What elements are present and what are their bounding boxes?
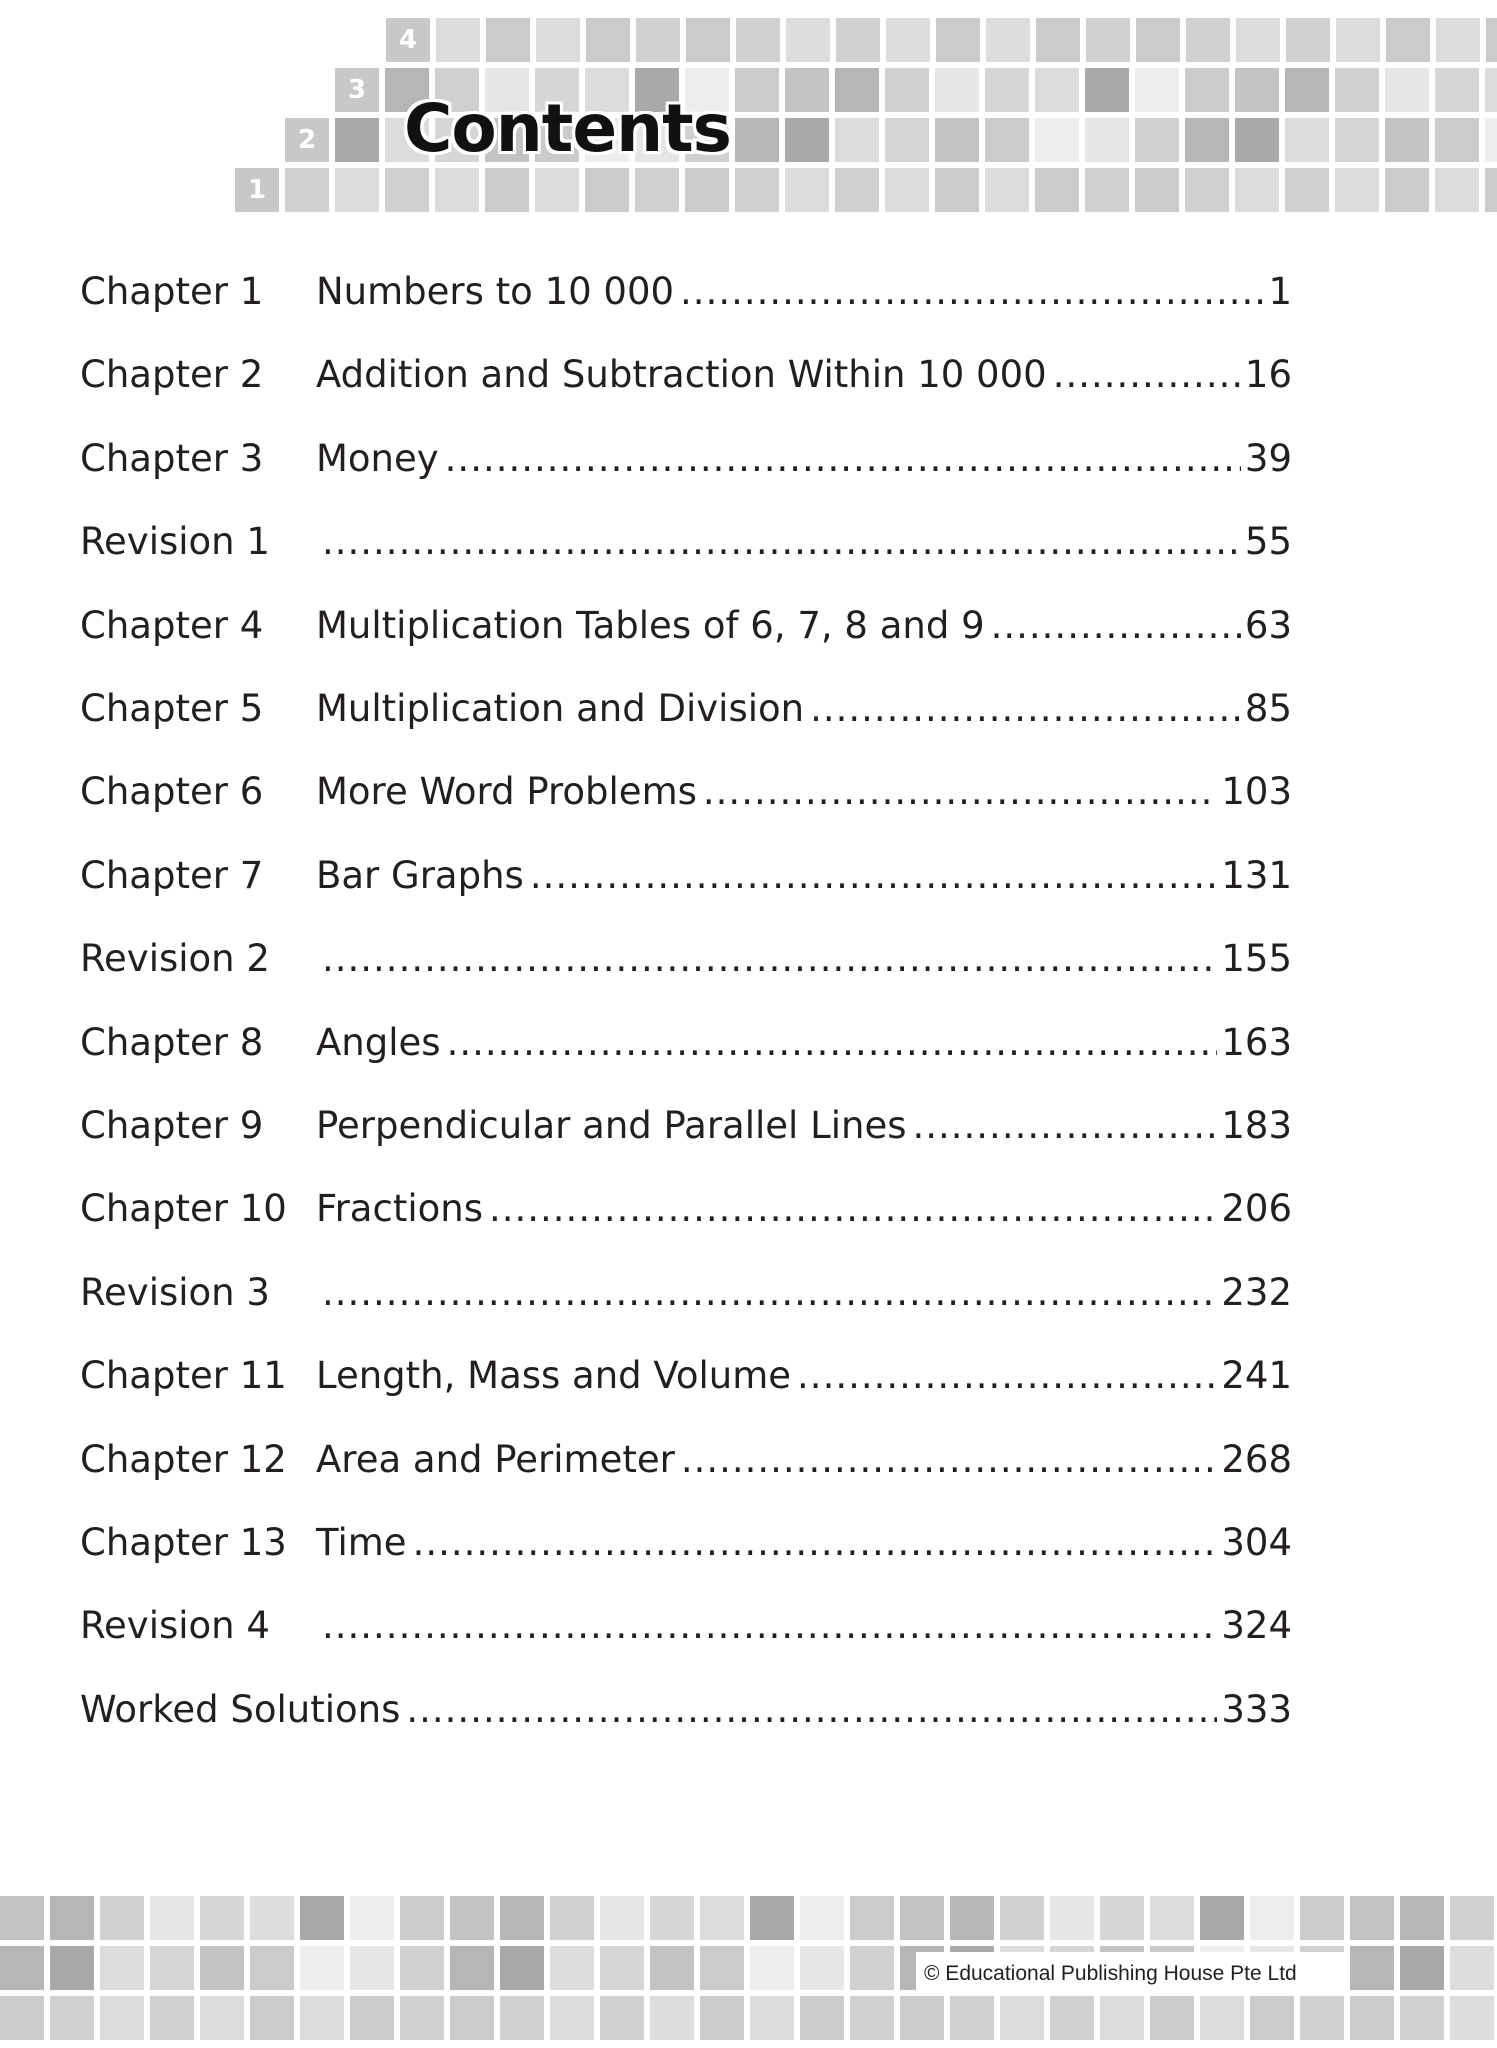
toc-entry-page: 63: [1244, 604, 1292, 647]
header-tile: [335, 118, 379, 162]
footer-tile: [250, 1896, 294, 1940]
header-tile: [1135, 168, 1179, 212]
toc-entry-label: Revision 2: [80, 937, 270, 980]
header-tile: [635, 168, 679, 212]
toc-leader-dots: [322, 1598, 1217, 1654]
header-tile: [1385, 118, 1429, 162]
header-tile: [1135, 68, 1179, 112]
header-tile: [1185, 118, 1229, 162]
footer-tile: [250, 1946, 294, 1990]
toc-entry-page: 324: [1221, 1604, 1292, 1647]
header-tile: [1435, 168, 1479, 212]
toc-entry-line: [316, 431, 1292, 487]
toc-entry-line: [316, 1098, 1292, 1154]
footer-tile: [750, 1996, 794, 2040]
toc-entry-line: [316, 1348, 1292, 1404]
toc-entry-label: Chapter 8: [80, 1021, 264, 1064]
toc-entry[interactable]: [80, 848, 1292, 904]
toc-leader-dots: [530, 848, 1218, 904]
header-tile: [1286, 18, 1330, 62]
toc-leader-dots: [991, 598, 1241, 654]
toc-entry-label: Chapter 6: [80, 770, 264, 813]
toc-entry-page: 268: [1221, 1438, 1292, 1481]
toc-entry-title: Bar Graphs: [316, 854, 524, 897]
header-tile: [585, 168, 629, 212]
header-tile: [335, 168, 379, 212]
footer-tile: [1000, 1896, 1044, 1940]
footer-tile: [400, 1896, 444, 1940]
footer-tile: [300, 1946, 344, 1990]
toc-entry-title: Time: [316, 1521, 407, 1564]
footer-tile: [200, 1896, 244, 1940]
header-tile: [1285, 168, 1329, 212]
toc-entry-page: 304: [1221, 1521, 1292, 1564]
toc-entry-label: Chapter 2: [80, 353, 264, 396]
toc-entry-page: 131: [1221, 854, 1292, 897]
header-tile: [885, 68, 929, 112]
toc-leader-dots: [680, 264, 1264, 320]
toc-entry-label: Chapter 1: [80, 270, 264, 313]
footer-tile: [150, 1946, 194, 1990]
toc-entry-title: Angles: [316, 1021, 441, 1064]
toc-entry-line: [316, 514, 1292, 570]
footer-tile: [1300, 1996, 1344, 2040]
footer-tile: [100, 1996, 144, 2040]
header-tile: [1385, 168, 1429, 212]
toc-entry-line: [316, 347, 1292, 403]
toc-leader-dots: [322, 514, 1241, 570]
toc-entry-page: 103: [1221, 770, 1292, 813]
header-tile: [735, 68, 779, 112]
toc-entry[interactable]: [80, 1515, 1292, 1571]
toc-leader-dots: [322, 931, 1217, 987]
header-tile: [836, 18, 880, 62]
header-tile: [1235, 118, 1279, 162]
footer-tile: [400, 1946, 444, 1990]
header-tile: [1385, 68, 1429, 112]
header-tile: [736, 18, 780, 62]
header-tile: [936, 18, 980, 62]
header-tile: [1085, 168, 1129, 212]
footer-tile: [1450, 1896, 1494, 1940]
toc-entry-label: Chapter 10: [80, 1187, 287, 1230]
toc-entry[interactable]: [80, 1598, 1292, 1654]
footer-tile: [850, 1996, 894, 2040]
footer-tile: [450, 1946, 494, 1990]
footer-tile: [700, 1946, 744, 1990]
header-tile: [985, 168, 1029, 212]
toc-entry-line: [316, 931, 1292, 987]
footer-tile: [150, 1896, 194, 1940]
header-tile: [1285, 68, 1329, 112]
toc-entry-label: Chapter 4: [80, 604, 264, 647]
toc-leader-dots: [447, 1015, 1218, 1071]
toc-entry-title: Multiplication and Division: [316, 687, 805, 730]
header-tile: [885, 118, 929, 162]
toc-entry-title: Worked Solutions: [80, 1688, 401, 1731]
toc-entry-line: [316, 1015, 1292, 1071]
footer-tile: [950, 1896, 994, 1940]
toc-entry-label: Revision 1: [80, 520, 270, 563]
footer-tile: [1050, 1996, 1094, 2040]
footer-tile: [1000, 1996, 1044, 2040]
footer-tile: [1400, 1946, 1444, 1990]
footer-tile: [300, 1896, 344, 1940]
toc-entry[interactable]: [80, 1015, 1292, 1071]
footer-tile: [1200, 1896, 1244, 1940]
footer-tile: [250, 1996, 294, 2040]
toc-leader-dots: [489, 1181, 1217, 1237]
footer-tile: [1050, 1896, 1094, 1940]
toc-leader-dots: [681, 1432, 1218, 1488]
header-tile: [1485, 168, 1497, 212]
toc-entry[interactable]: [80, 347, 1292, 403]
footer-tile: [1350, 1946, 1394, 1990]
header-tile: [1435, 68, 1479, 112]
toc-entry-page: 85: [1244, 687, 1292, 730]
footer-tile: [50, 1996, 94, 2040]
toc-entry-page: 333: [1221, 1688, 1292, 1731]
header-tile: [1335, 118, 1379, 162]
header-tile: [436, 18, 480, 62]
header-tile: [1436, 18, 1480, 62]
toc-entry-label: Chapter 9: [80, 1104, 264, 1147]
header-tile: [1285, 118, 1329, 162]
toc-entry-title: Area and Perimeter: [316, 1438, 675, 1481]
footer-tile: [100, 1896, 144, 1940]
footer-tile: [500, 1946, 544, 1990]
toc-entry-line: [316, 1181, 1292, 1237]
footer-tile: [900, 1896, 944, 1940]
header-tile: [535, 168, 579, 212]
toc-leader-dots: [1053, 347, 1241, 403]
toc-entry[interactable]: [80, 1265, 1292, 1321]
header-tile: [735, 168, 779, 212]
footer-tile: [450, 1896, 494, 1940]
header-tile: [785, 118, 829, 162]
footer-tile: [850, 1896, 894, 1940]
footer-tile: [700, 1896, 744, 1940]
header-tile: [835, 68, 879, 112]
footer-tile: [550, 1946, 594, 1990]
header-tile: [1235, 168, 1279, 212]
step-number-1: 1: [247, 175, 267, 205]
footer-tile: [100, 1946, 144, 1990]
step-number-2: 2: [297, 125, 317, 155]
footer-tile: [800, 1996, 844, 2040]
footer-tile: [900, 1996, 944, 2040]
header-tile: [1185, 68, 1229, 112]
toc-entry-title: Addition and Subtraction Within 10 000: [316, 353, 1047, 396]
page-title: Contents: [404, 90, 731, 167]
header-tile: [536, 18, 580, 62]
toc-entry-title: Perpendicular and Parallel Lines: [316, 1104, 907, 1147]
header-tile: [486, 18, 530, 62]
toc-entry[interactable]: [80, 1098, 1292, 1154]
footer-tile: [1350, 1996, 1394, 2040]
footer-tile: [800, 1896, 844, 1940]
toc-entry-page: 163: [1221, 1021, 1292, 1064]
header-tile: [1336, 18, 1380, 62]
footer-tile: [0, 1896, 44, 1940]
toc-entry-title: Length, Mass and Volume: [316, 1354, 792, 1397]
toc-leader-dots: [703, 764, 1217, 820]
footer-tile: [1200, 1996, 1244, 2040]
toc-entry-line: [316, 598, 1292, 654]
header-tile: [1236, 18, 1280, 62]
footer-tile: [350, 1996, 394, 2040]
footer-tile: [1250, 1996, 1294, 2040]
header-tile: [1036, 18, 1080, 62]
footer-tile: [50, 1946, 94, 1990]
header-tile: [1035, 118, 1079, 162]
header-tile: [1135, 118, 1179, 162]
footer-tile: [1100, 1996, 1144, 2040]
toc-entry-line: [316, 264, 1292, 320]
header-tile: [735, 118, 779, 162]
header-tile: [886, 18, 930, 62]
header-tile: [1186, 18, 1230, 62]
header-tile: [786, 18, 830, 62]
toc-entry-label: Chapter 5: [80, 687, 264, 730]
footer-tile: [750, 1946, 794, 1990]
toc-entry-label: Revision 4: [80, 1604, 270, 1647]
footer-tile: [1250, 1896, 1294, 1940]
step-number-3: 3: [347, 75, 367, 105]
toc-entry-label: Chapter 3: [80, 437, 264, 480]
toc-leader-dots: [406, 1682, 1217, 1738]
footer-tile: [650, 1896, 694, 1940]
toc-entry-page: 55: [1244, 520, 1292, 563]
header-tile: [785, 168, 829, 212]
toc-leader-dots: [912, 1098, 1217, 1154]
toc-entry-title: More Word Problems: [316, 770, 697, 813]
footer-tile: [1450, 1996, 1494, 2040]
toc-entry-line: [316, 1265, 1292, 1321]
toc-entry-title: Fractions: [316, 1187, 483, 1230]
toc-entry-page: 39: [1244, 437, 1292, 480]
toc-entry[interactable]: [80, 598, 1292, 654]
toc-entry[interactable]: [80, 264, 1292, 320]
header-tile: [1085, 68, 1129, 112]
footer-tile: [600, 1896, 644, 1940]
toc-entry-label: Chapter 11: [80, 1354, 287, 1397]
toc-entry-page: 232: [1221, 1271, 1292, 1314]
copyright-notice: © Educational Publishing House Pte Ltd: [916, 1952, 1348, 1996]
header-tile: [935, 68, 979, 112]
toc-entry-page: 1: [1268, 270, 1292, 313]
footer-tile: [1450, 1946, 1494, 1990]
footer-tile: [500, 1896, 544, 1940]
footer-tile: [200, 1996, 244, 2040]
header-tile: [485, 168, 529, 212]
toc-leader-dots: [413, 1515, 1218, 1571]
header-tile: [586, 18, 630, 62]
footer-tile: [350, 1896, 394, 1940]
toc-entry-page: 206: [1221, 1187, 1292, 1230]
header-tile: [1086, 18, 1130, 62]
footer-tile: [650, 1946, 694, 1990]
footer-tile: [450, 1996, 494, 2040]
header-tile: [285, 168, 329, 212]
toc-entry-page: 16: [1244, 353, 1292, 396]
toc-entry[interactable]: [80, 1181, 1292, 1237]
header-tile: [935, 168, 979, 212]
toc-entry[interactable]: [80, 681, 1292, 737]
header-tile: [1335, 68, 1379, 112]
toc-entry-page: 241: [1221, 1354, 1292, 1397]
header-tile: [1035, 168, 1079, 212]
toc-entry-title: Numbers to 10 000: [316, 270, 675, 313]
header-tile: [1435, 118, 1479, 162]
header-tile: [1335, 168, 1379, 212]
header-tile: [1085, 118, 1129, 162]
footer-tile: [1100, 1896, 1144, 1940]
footer-tile: [50, 1896, 94, 1940]
header-tile: [1185, 168, 1229, 212]
header-tile: [685, 168, 729, 212]
footer-tile: [650, 1996, 694, 2040]
header-tile: [785, 68, 829, 112]
header-tile: [636, 18, 680, 62]
footer-tile: [200, 1946, 244, 1990]
toc-entry-line: [80, 1682, 1292, 1738]
footer-tile: [400, 1996, 444, 2040]
footer-tile: [300, 1996, 344, 2040]
toc-entry-line: [316, 848, 1292, 904]
header-tile: [985, 68, 1029, 112]
toc-entry-title: Multiplication Tables of 6, 7, 8 and 9: [316, 604, 985, 647]
footer-tile: [600, 1996, 644, 2040]
toc-entry[interactable]: [80, 931, 1292, 987]
header-tile: [1136, 18, 1180, 62]
footer-tile: [800, 1946, 844, 1990]
step-number-4: 4: [398, 25, 418, 55]
footer-tile: [0, 1996, 44, 2040]
header-tile: [385, 168, 429, 212]
header-tile: [1486, 18, 1497, 62]
footer-tile: [1300, 1896, 1344, 1940]
toc-entry-line: [316, 681, 1292, 737]
header-tile: [935, 118, 979, 162]
toc-leader-dots: [797, 1348, 1217, 1404]
header-tile: [835, 168, 879, 212]
footer-tile: [1400, 1996, 1444, 2040]
footer-tile: [1350, 1896, 1394, 1940]
toc-leader-dots: [445, 431, 1241, 487]
toc-entry[interactable]: [80, 431, 1292, 487]
toc-entry-line: [316, 1598, 1292, 1654]
toc-entry-line: [316, 1515, 1292, 1571]
toc-entry[interactable]: [80, 514, 1292, 570]
toc-entry[interactable]: [80, 764, 1292, 820]
footer-tile: [850, 1946, 894, 1990]
toc-entry-title: Money: [316, 437, 439, 480]
footer-tile: [950, 1996, 994, 2040]
header-tile: [1235, 68, 1279, 112]
header-tile: [1485, 68, 1497, 112]
toc-entry-label: Chapter 12: [80, 1438, 287, 1481]
footer-tile: [700, 1996, 744, 2040]
toc-entry[interactable]: [80, 1348, 1292, 1404]
toc-entry-label: Chapter 13: [80, 1521, 287, 1564]
header-tile: [985, 118, 1029, 162]
footer-tile: [350, 1946, 394, 1990]
header-tile: [1035, 68, 1079, 112]
toc-entry-page: 155: [1221, 937, 1292, 980]
footer-tile: [0, 1946, 44, 1990]
header-tile: [986, 18, 1030, 62]
header-tile: [1485, 118, 1497, 162]
toc-leader-dots: [322, 1265, 1217, 1321]
footer-tile: [150, 1996, 194, 2040]
footer-tile: [1150, 1996, 1194, 2040]
footer-tile: [500, 1996, 544, 2040]
footer-tile: [550, 1896, 594, 1940]
header-tile: [686, 18, 730, 62]
toc-entry-label: Revision 3: [80, 1271, 270, 1314]
footer-tile: [1150, 1896, 1194, 1940]
toc-entry-line: [316, 1432, 1292, 1488]
toc-leader-dots: [810, 681, 1241, 737]
header-tile: [885, 168, 929, 212]
toc-entry-label: Chapter 7: [80, 854, 264, 897]
footer-tile: [750, 1896, 794, 1940]
header-tile: [835, 118, 879, 162]
footer-tile: [600, 1946, 644, 1990]
header-tile: [435, 168, 479, 212]
footer-tile: [1400, 1896, 1444, 1940]
toc-entry-line: [316, 764, 1292, 820]
toc-entry[interactable]: [80, 1682, 1292, 1738]
toc-entry[interactable]: [80, 1432, 1292, 1488]
toc-entry-page: 183: [1221, 1104, 1292, 1147]
header-tile: [1386, 18, 1430, 62]
footer-tile: [550, 1996, 594, 2040]
